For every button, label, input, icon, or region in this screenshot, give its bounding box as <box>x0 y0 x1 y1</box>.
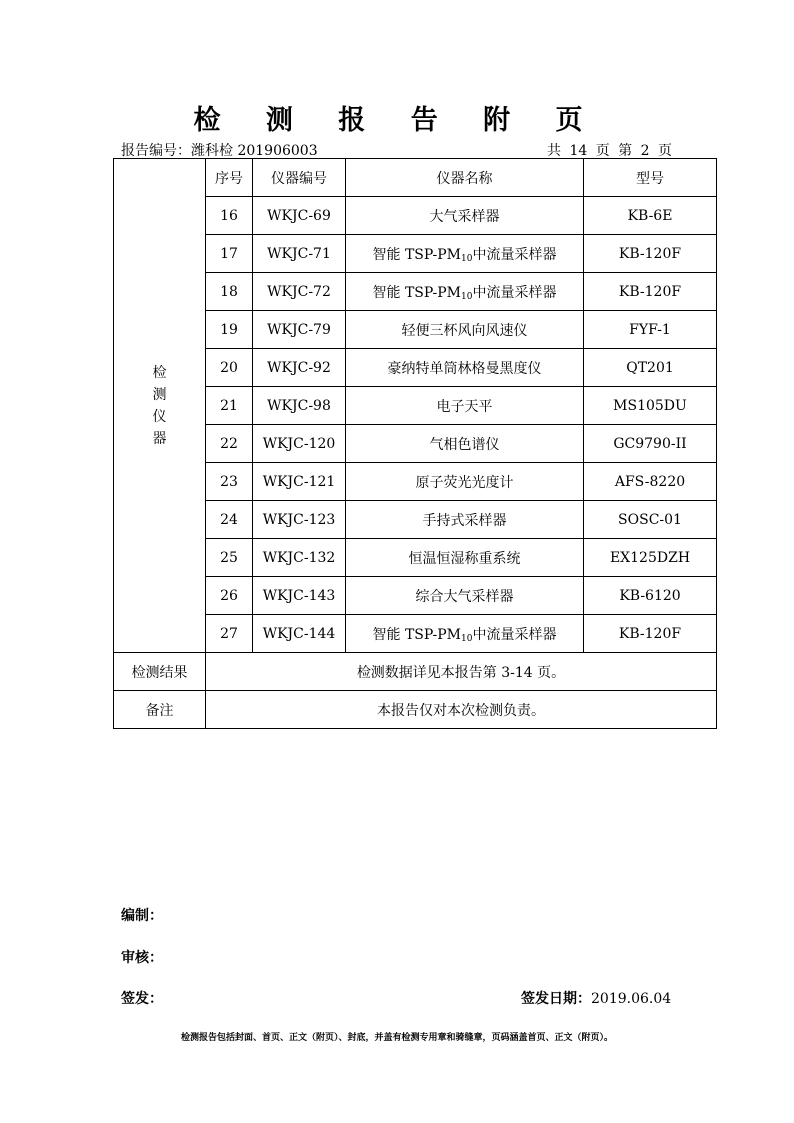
page-title: 检 测 报 告 附 页 <box>193 105 601 136</box>
row-no: 23 <box>206 463 253 501</box>
name-prefix: 智能 TSP-PM <box>372 246 462 263</box>
row-code: WKJC-144 <box>253 615 346 653</box>
row-code: WKJC-143 <box>253 577 346 615</box>
row-no: 16 <box>206 197 253 235</box>
row-model: KB-6120 <box>584 577 717 615</box>
row-no: 26 <box>206 577 253 615</box>
row-name: 大气采样器 <box>346 197 584 235</box>
row-no: 19 <box>206 311 253 349</box>
issued-by-label: 签发： <box>121 991 163 1007</box>
row-code: WKJC-98 <box>253 387 346 425</box>
row-name: 恒温恒湿称重系统 <box>346 539 584 577</box>
row-model: KB-120F <box>584 615 717 653</box>
row-name <box>346 235 584 273</box>
result-row <box>114 653 717 691</box>
row-model: EX125DZH <box>584 539 717 577</box>
row-name: 综合大气采样器 <box>346 577 584 615</box>
header-name: 仪器名称 <box>346 159 584 197</box>
row-no: 20 <box>206 349 253 387</box>
row-name <box>346 615 584 653</box>
row-name: 电子天平 <box>346 387 584 425</box>
compiled-by-label: 编制： <box>121 908 163 924</box>
instrument-table <box>113 158 717 729</box>
name-subscript: 10 <box>461 291 473 302</box>
row-code: WKJC-123 <box>253 501 346 539</box>
row-name: 气相色谱仪 <box>346 425 584 463</box>
row-model: KB-120F <box>584 235 717 273</box>
section-label-char: 器 <box>152 430 167 447</box>
row-name: 原子荧光光度计 <box>346 463 584 501</box>
issue-date-value: 2019.06.04 <box>591 991 672 1007</box>
row-name: 轻便三杯风向风速仪 <box>346 311 584 349</box>
name-prefix: 智能 TSP-PM <box>372 626 462 643</box>
row-no: 18 <box>206 273 253 311</box>
row-code: WKJC-69 <box>253 197 346 235</box>
name-suffix: 中流量采样器 <box>472 626 557 643</box>
row-no: 27 <box>206 615 253 653</box>
remark-row <box>114 691 717 729</box>
row-model: MS105DU <box>584 387 717 425</box>
row-model: GC9790-II <box>584 425 717 463</box>
row-code: WKJC-121 <box>253 463 346 501</box>
reviewed-by-label: 审核： <box>121 950 163 966</box>
issue-date <box>521 988 671 1008</box>
row-model: QT201 <box>584 349 717 387</box>
name-suffix: 中流量采样器 <box>472 284 557 301</box>
row-code: WKJC-120 <box>253 425 346 463</box>
instrument-table-body <box>114 159 717 729</box>
row-code: WKJC-72 <box>253 273 346 311</box>
row-no: 22 <box>206 425 253 463</box>
row-model: KB-120F <box>584 273 717 311</box>
name-subscript: 10 <box>461 633 473 644</box>
row-no: 17 <box>206 235 253 273</box>
header-no: 序号 <box>206 159 253 197</box>
row-no: 24 <box>206 501 253 539</box>
section-label-char: 检 <box>152 364 167 381</box>
row-name: 手持式采样器 <box>346 501 584 539</box>
row-code: WKJC-132 <box>253 539 346 577</box>
section-label-instruments <box>114 159 206 653</box>
name-subscript: 10 <box>461 253 473 264</box>
row-code: WKJC-71 <box>253 235 346 273</box>
row-model: AFS-8220 <box>584 463 717 501</box>
row-name: 豪纳特单筒林格曼黑度仪 <box>346 349 584 387</box>
remark-value: 本报告仅对本次检测负责。 <box>206 691 717 729</box>
row-model: SOSC-01 <box>584 501 717 539</box>
table-header-row <box>114 159 717 197</box>
page-info: 共 14 页 第 2 页 <box>547 143 672 159</box>
name-prefix: 智能 TSP-PM <box>372 284 462 301</box>
row-no: 25 <box>206 539 253 577</box>
row-model: KB-6E <box>584 197 717 235</box>
name-suffix: 中流量采样器 <box>472 246 557 263</box>
row-model: FYF-1 <box>584 311 717 349</box>
report-number: 报告编号：潍科检 201906003 <box>121 143 318 159</box>
footnote: 检测报告包括封面、首页、正文（附页）、封底，并盖有检测专用章和骑缝章，页码涵盖首页、正文（附页）。 <box>180 1033 613 1043</box>
section-label-char: 仪 <box>152 408 167 425</box>
result-label: 检测结果 <box>114 653 206 691</box>
issue-date-label: 签发日期： <box>521 991 591 1007</box>
row-no: 21 <box>206 387 253 425</box>
row-code: WKJC-92 <box>253 349 346 387</box>
header-model: 型号 <box>584 159 717 197</box>
header-code: 仪器编号 <box>253 159 346 197</box>
row-code: WKJC-79 <box>253 311 346 349</box>
section-label-char: 测 <box>152 386 167 403</box>
row-name <box>346 273 584 311</box>
result-value: 检测数据详见本报告第 3-14 页。 <box>206 653 717 691</box>
remark-label: 备注 <box>114 691 206 729</box>
